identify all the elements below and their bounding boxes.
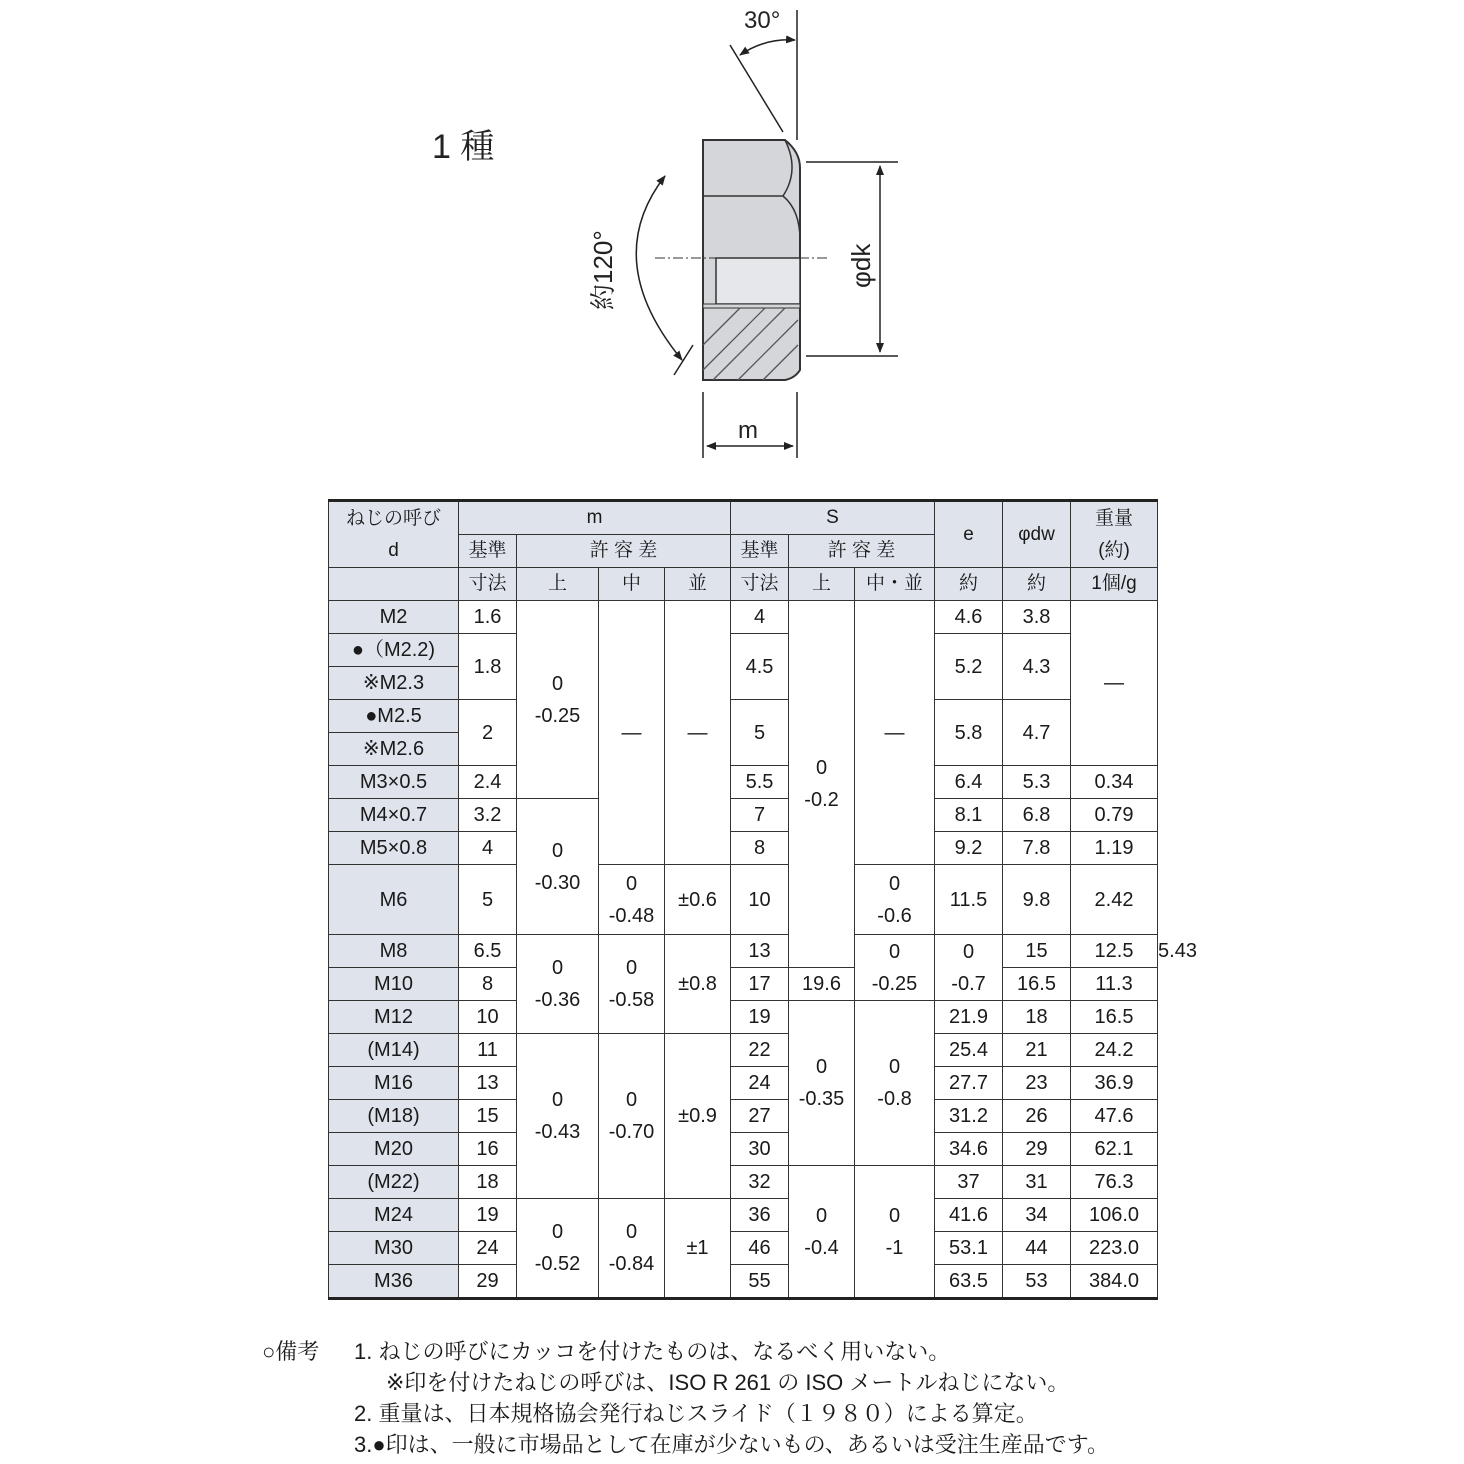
s-basic-cell: 4.5 [731, 634, 789, 700]
table-row [329, 1001, 1158, 1034]
note-1: ○備考 1. ねじの呼びにカッコを付けたものは、なるべく用いない。 [262, 1336, 1442, 1367]
spec-table [328, 499, 1197, 1300]
m-normal-cell: ±1 [665, 1199, 731, 1299]
s-midnormal-cell: — [855, 601, 935, 865]
header-m-kijun: 基準 [459, 535, 517, 568]
s-basic-cell: 4 [731, 601, 789, 634]
s-upper-cell: 0 -0.25 [855, 935, 935, 1001]
nominal-cell: M16 [329, 1067, 459, 1100]
nominal-cell: (M14) [329, 1034, 459, 1067]
table-row [329, 865, 1158, 935]
dw-cell: 6.8 [1003, 799, 1071, 832]
m-basic-cell: 5 [459, 865, 517, 935]
m-normal-cell: — [665, 601, 731, 865]
note-1b: ※印を付けたねじの呼びは、ISO R 261 の ISO メートルねじにない。 [386, 1370, 1070, 1395]
nominal-cell: M30 [329, 1232, 459, 1265]
s-midnormal-cell: 0 -0.7 [935, 935, 1003, 1001]
dw-cell: 31 [1003, 1166, 1071, 1199]
m-middle-cell: 0 -0.70 [599, 1034, 665, 1199]
weight-cell: 16.5 [1071, 1001, 1158, 1034]
m-basic-cell: 24 [459, 1232, 517, 1265]
m-middle-cell: 0 -0.58 [599, 935, 665, 1034]
m-middle-cell: 0 -0.84 [599, 1199, 665, 1299]
table-row [329, 1166, 1158, 1199]
e-cell: 21.9 [935, 1001, 1003, 1034]
nominal-cell: ※M2.3 [329, 667, 459, 700]
e-cell: 15 [1003, 935, 1071, 968]
e-cell: 34.6 [935, 1133, 1003, 1166]
m-basic-cell: 11 [459, 1034, 517, 1067]
e-cell: 11.5 [935, 865, 1003, 935]
header-s-sunpo: 寸法 [731, 568, 789, 601]
s-basic-cell: 46 [731, 1232, 789, 1265]
s-basic-cell: 27 [731, 1100, 789, 1133]
table-row [329, 1034, 1158, 1067]
weight-cell: 223.0 [1071, 1232, 1158, 1265]
e-cell: 5.8 [935, 700, 1003, 766]
header-weight: 重量 (約) [1071, 501, 1158, 568]
table-row [329, 968, 1158, 1001]
table-row [329, 832, 1158, 865]
m-basic-cell: 2 [459, 700, 517, 766]
dw-cell: 12.5 [1071, 935, 1158, 968]
s-basic-cell: 5.5 [731, 766, 789, 799]
weight-cell: 11.3 [1071, 968, 1158, 1001]
s-basic-cell: 55 [731, 1265, 789, 1299]
m-basic-cell: 16 [459, 1133, 517, 1166]
m-upper-cell: 0 -0.36 [517, 935, 599, 1034]
dw-cell: 5.3 [1003, 766, 1071, 799]
dw-cell: 23 [1003, 1067, 1071, 1100]
table-row [329, 766, 1158, 799]
e-cell: 4.6 [935, 601, 1003, 634]
dw-cell: 21 [1003, 1034, 1071, 1067]
weight-cell: 24.2 [1071, 1034, 1158, 1067]
s-midnormal-cell: 0 -0.6 [855, 865, 935, 935]
dw-cell: 29 [1003, 1133, 1071, 1166]
header-m-normal: 並 [665, 568, 731, 601]
header-blank [329, 568, 459, 601]
header-m-tolerance: 許 容 差 [517, 535, 731, 568]
table-row: M8 6.5 0 -0.36 0 -0.58 ±0.8 13 0 -0.25 0 -0.7 15 12.5 5.43 [329, 935, 1158, 968]
m-normal-cell: ±0.6 [665, 865, 731, 935]
m-basic-cell: 8 [459, 968, 517, 1001]
nominal-cell: M3×0.5 [329, 766, 459, 799]
e-cell: 41.6 [935, 1199, 1003, 1232]
weight-cell: 384.0 [1071, 1265, 1158, 1299]
header-dw: φdw [1003, 501, 1071, 568]
s-upper-cell: 0 -0.4 [789, 1166, 855, 1299]
m-basic-cell: 13 [459, 1067, 517, 1100]
s-basic-cell: 19 [731, 1001, 789, 1034]
header-s-midnormal: 中・並 [855, 568, 935, 601]
header-nominal: ねじの呼び d [329, 501, 459, 568]
e-cell: 25.4 [935, 1034, 1003, 1067]
table-row [329, 799, 1158, 832]
e-cell: 27.7 [935, 1067, 1003, 1100]
nominal-cell: (M18) [329, 1100, 459, 1133]
nut-profile [655, 140, 830, 380]
table-row [329, 1265, 1158, 1299]
weight-cell: 0.79 [1071, 799, 1158, 832]
m-upper-cell: 0 -0.52 [517, 1199, 599, 1299]
note-3: 3.●印は、一般に市場品として在庫が少ないもの、あるいは受注生産品です。 [354, 1432, 1109, 1457]
nominal-cell: ※M2.6 [329, 733, 459, 766]
s-midnormal-cell: 0 -0.8 [855, 1001, 935, 1166]
nut-drawing [0, 0, 1464, 480]
e-cell: 63.5 [935, 1265, 1003, 1299]
s-basic-cell: 10 [731, 865, 789, 935]
table-row [329, 1100, 1158, 1133]
notes [262, 1336, 1442, 1460]
s-basic-cell: 5 [731, 700, 789, 766]
nominal-cell: M10 [329, 968, 459, 1001]
m-basic-cell: 6.5 [459, 935, 517, 968]
weight-cell: 1.19 [1071, 832, 1158, 865]
e-cell: 31.2 [935, 1100, 1003, 1133]
s-upper-cell: 0 -0.35 [789, 1001, 855, 1166]
table-row [329, 1067, 1158, 1100]
s-basic-cell: 24 [731, 1067, 789, 1100]
angle-120-label: 約120° [588, 230, 618, 310]
m-basic-cell: 18 [459, 1166, 517, 1199]
m-basic-cell: 1.8 [459, 634, 517, 700]
m-middle-cell: 0 -0.48 [599, 865, 665, 935]
header-m-middle: 中 [599, 568, 665, 601]
header-e: e [935, 501, 1003, 568]
m-basic-cell: 10 [459, 1001, 517, 1034]
dw-cell: 26 [1003, 1100, 1071, 1133]
m-middle-cell: — [599, 601, 665, 865]
weight-cell: 62.1 [1071, 1133, 1158, 1166]
table-row [329, 601, 1158, 634]
weight-cell: 36.9 [1071, 1067, 1158, 1100]
header-s-upper: 上 [789, 568, 855, 601]
table-row [329, 1232, 1158, 1265]
header-s-tolerance: 許 容 差 [789, 535, 935, 568]
nominal-cell: M8 [329, 935, 459, 968]
m-upper-cell: 0 -0.25 [517, 601, 599, 799]
m-basic-cell: 15 [459, 1100, 517, 1133]
m-basic-cell: 1.6 [459, 601, 517, 634]
m-basic-cell: 19 [459, 1199, 517, 1232]
header-weight-unit: 1個/g [1071, 568, 1158, 601]
type-label: 1 種 [432, 128, 495, 166]
header-m: m [459, 501, 731, 535]
m-upper-cell: 0 -0.30 [517, 799, 599, 935]
weight-cell: 47.6 [1071, 1100, 1158, 1133]
m-label: m [738, 417, 758, 444]
header-m-upper: 上 [517, 568, 599, 601]
nominal-cell: (M22) [329, 1166, 459, 1199]
e-cell: 19.6 [789, 968, 855, 1001]
dw-cell: 9.8 [1003, 865, 1071, 935]
header-m-sunpo: 寸法 [459, 568, 517, 601]
nominal-cell: ●（M2.2) [329, 634, 459, 667]
nominal-cell: M5×0.8 [329, 832, 459, 865]
dw-cell: 44 [1003, 1232, 1071, 1265]
nominal-cell: M2 [329, 601, 459, 634]
angle-30-label: 30° [744, 7, 781, 34]
dw-cell: 7.8 [1003, 832, 1071, 865]
table-row [329, 634, 1158, 667]
s-basic-cell: 30 [731, 1133, 789, 1166]
nominal-cell: M6 [329, 865, 459, 935]
notes-label: ○備考 [262, 1339, 320, 1364]
weight-cell: 0.34 [1071, 766, 1158, 799]
header-dw-approx: 約 [1003, 568, 1071, 601]
dw-cell: 53 [1003, 1265, 1071, 1299]
dw-cell: 4.3 [1003, 634, 1071, 700]
e-cell: 6.4 [935, 766, 1003, 799]
header-s: S [731, 501, 935, 535]
s-basic-cell: 8 [731, 832, 789, 865]
weight-cell: 2.42 [1071, 865, 1158, 935]
nominal-cell: M12 [329, 1001, 459, 1034]
table-row [329, 700, 1158, 733]
s-basic-cell: 22 [731, 1034, 789, 1067]
s-basic-cell: 13 [731, 935, 789, 968]
e-cell: 5.2 [935, 634, 1003, 700]
e-cell: 53.1 [935, 1232, 1003, 1265]
nominal-cell: M20 [329, 1133, 459, 1166]
s-basic-cell: 7 [731, 799, 789, 832]
m-upper-cell: 0 -0.43 [517, 1034, 599, 1199]
header-s-kijun: 基準 [731, 535, 789, 568]
nominal-cell: ●M2.5 [329, 700, 459, 733]
s-midnormal-cell: 0 -1 [855, 1166, 935, 1299]
dw-cell: 34 [1003, 1199, 1071, 1232]
e-cell: 37 [935, 1166, 1003, 1199]
header-e-approx: 約 [935, 568, 1003, 601]
s-basic-cell: 36 [731, 1199, 789, 1232]
dk-label: φdk [846, 243, 876, 288]
weight-cell: 106.0 [1071, 1199, 1158, 1232]
weight-cell: 76.3 [1071, 1166, 1158, 1199]
m-basic-cell: 4 [459, 832, 517, 865]
nominal-cell: M24 [329, 1199, 459, 1232]
m-normal-cell: ±0.8 [665, 935, 731, 1034]
m-basic-cell: 29 [459, 1265, 517, 1299]
weight-cell: — [1071, 601, 1158, 766]
dw-cell: 3.8 [1003, 601, 1071, 634]
table-row [329, 1199, 1158, 1232]
dw-cell: 18 [1003, 1001, 1071, 1034]
nominal-cell: M4×0.7 [329, 799, 459, 832]
s-upper-cell: 0 -0.2 [789, 601, 855, 968]
table-row [329, 1133, 1158, 1166]
m-normal-cell: ±0.9 [665, 1034, 731, 1199]
s-basic-cell: 32 [731, 1166, 789, 1199]
dw-cell: 4.7 [1003, 700, 1071, 766]
nominal-cell: M36 [329, 1265, 459, 1299]
m-basic-cell: 2.4 [459, 766, 517, 799]
e-cell: 8.1 [935, 799, 1003, 832]
e-cell: 9.2 [935, 832, 1003, 865]
note-2: 2. 重量は、日本規格協会発行ねじスライド（１９８０）による算定。 [354, 1401, 1038, 1426]
m-basic-cell: 3.2 [459, 799, 517, 832]
angle-120-dimension [636, 176, 693, 375]
dw-cell: 16.5 [1003, 968, 1071, 1001]
s-basic-cell: 17 [731, 968, 789, 1001]
